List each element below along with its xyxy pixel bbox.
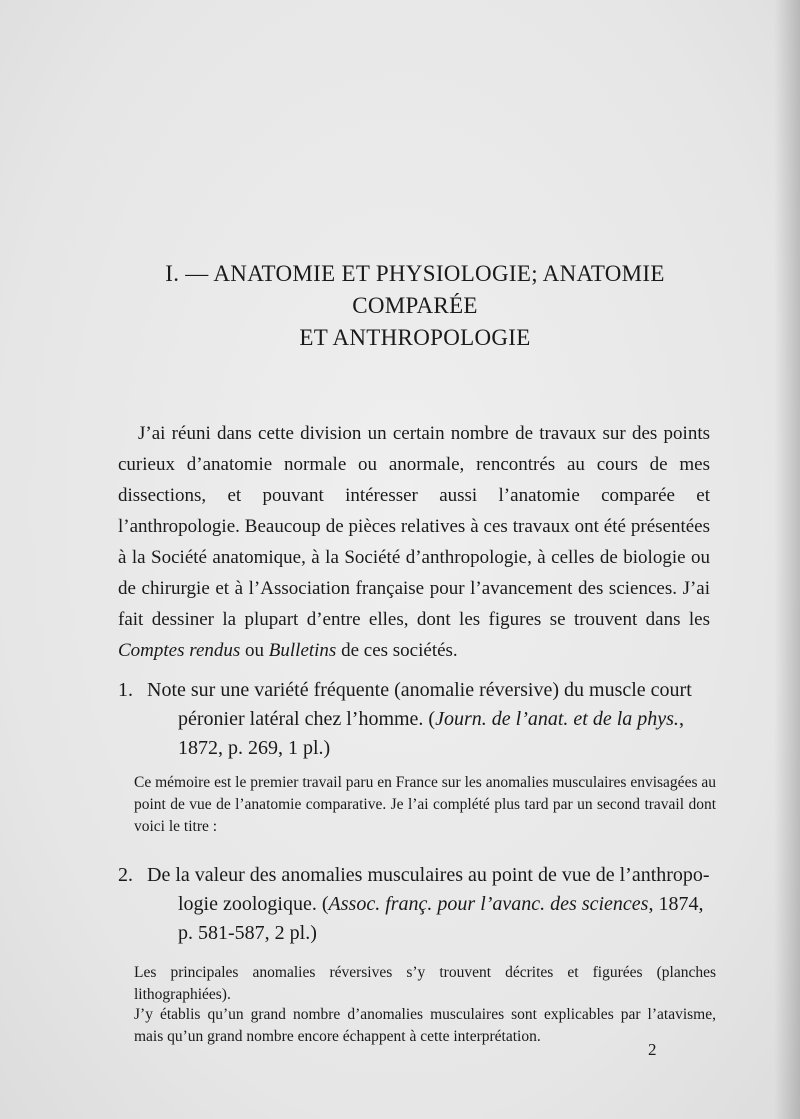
entry-reference xyxy=(118,890,716,919)
bibliography-entry-2 xyxy=(118,861,716,948)
entry-reference xyxy=(118,705,716,734)
section-heading xyxy=(110,258,720,354)
section-heading-line-1: I. — ANATOMIE ET PHYSIOLOGIE; ANATOMIE COMPARÉE xyxy=(165,261,665,318)
entry-citation: 1872, p. 269, 1 pl.) xyxy=(178,737,331,759)
intro-text: J’ai réuni dans cette division un certain nombre de travaux sur des points curieux d’anatomie normale ou anormale, rencontrés au cours de mes dissections, et pouvant intéresser aussi l’anatomie comparée et l’anthropologie. Beaucoup de pièces relatives à ces travaux ont été présentées à la Société anatomique, à la Société d’anthropologie, à celles de biologie ou de chirurgie et à l’Association française pour l’avancement des sciences. J’ai fait dessiner la plupart d’entre elles, dont les figures se trouvent dans les xyxy=(118,423,710,630)
section-heading-line-2: ET ANTHROPOLOGIE xyxy=(299,325,531,350)
intro-italic-bulletins: Bulletins xyxy=(268,640,337,661)
entry-2-note-2: J’y établis qu’un grand nombre d’anomalies musculaires sont explicables par l’atavisme, mais qu’un grand nombre encore échappent à cette interprétation. xyxy=(134,1006,716,1045)
entry-reference-end: , xyxy=(678,708,684,730)
entry-number: 1. xyxy=(118,679,133,701)
entry-title: Note sur une variété fréquente (anomalie réversive) du muscle court xyxy=(147,679,692,701)
intro-text-mid: ou xyxy=(240,640,269,661)
intro-italic-comptes-rendus: Comptes rendus xyxy=(118,640,241,661)
entry-reference-end: , 1874, xyxy=(648,893,704,915)
entry-number: 2. xyxy=(118,864,133,886)
entry-journal: Journ. de l’anat. et de la phys. xyxy=(435,708,679,730)
entry-citation: p. 581-587, 2 pl.) xyxy=(178,922,317,944)
entry-journal: Assoc. franç. pour l’avanc. des sciences xyxy=(328,893,649,915)
entry-2-note: Les principales anomalies réversives s’y trouvent décrites et figurées (planches lithographiées). xyxy=(134,964,716,1003)
page-number: 2 xyxy=(648,1040,657,1059)
entry-title: De la valeur des anomalies musculaires au point de vue de l’anthropo- xyxy=(147,864,710,886)
entry-1-note: Ce mémoire est le premier travail paru en France sur les anomalies musculaires envisagées au point de vue de l’anatomie comparative. Je l’ai complété plus tard par un second travail dont voici le titre : xyxy=(134,774,716,835)
intro-text-end: de ces sociétés. xyxy=(336,640,458,661)
bibliography-entry-1 xyxy=(118,676,716,763)
entry-reference-text: logie zoologique. ( xyxy=(178,893,329,915)
entry-reference-text: péronier latéral chez l’homme. ( xyxy=(178,708,436,730)
intro-paragraph xyxy=(118,418,710,666)
page-edge-shadow xyxy=(774,0,800,1119)
